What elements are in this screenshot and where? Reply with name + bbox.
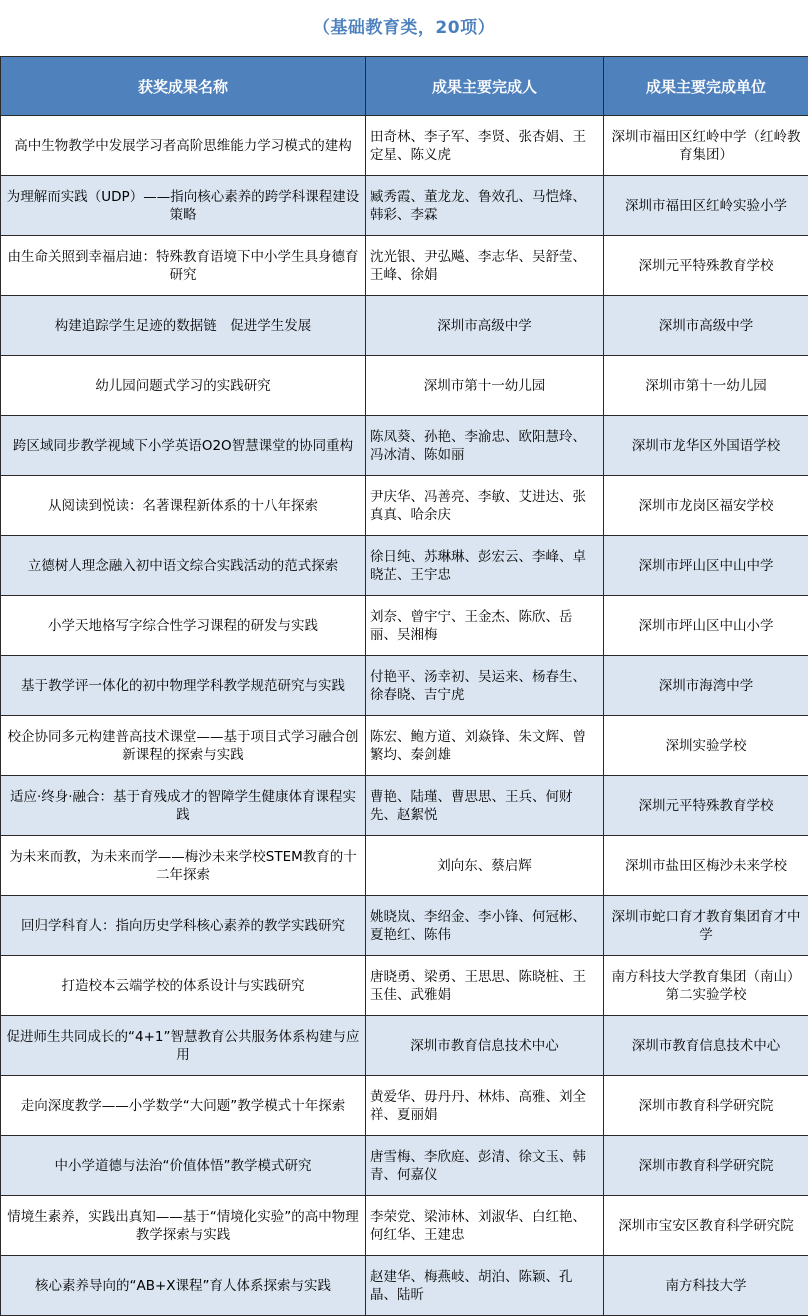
- award-name-cell: 由生命关照到幸福启迪：特殊教育语境下中小学生具身德育研究: [1, 236, 366, 296]
- award-name-cell: 走向深度教学——小学数学“大问题”教学模式十年探索: [1, 1076, 366, 1136]
- table-row: [1, 236, 808, 296]
- award-name-cell: 构建追踪学生足迹的数据链 促进学生发展: [1, 296, 366, 356]
- award-people-cell: 臧秀霞、董龙龙、鲁效孔、马恺烽、韩彩、李霖: [366, 176, 604, 236]
- award-unit-cell: 深圳市坪山区中山中学: [604, 536, 808, 596]
- table-row: [1, 896, 808, 956]
- award-people-cell: 付艳平、汤幸初、吴运来、杨春生、徐春晓、吉宁虎: [366, 656, 604, 716]
- award-unit-cell: 南方科技大学教育集团（南山）第二实验学校: [604, 956, 808, 1016]
- award-people-cell: 黄爱华、毋丹丹、林炜、高雅、刘全祥、夏丽娟: [366, 1076, 604, 1136]
- award-name-cell: 小学天地格写字综合性学习课程的研发与实践: [1, 596, 366, 656]
- table-row: [1, 296, 808, 356]
- award-people-cell: 尹庆华、冯善亮、李敏、艾进达、张真真、哈余庆: [366, 476, 604, 536]
- table-row: [1, 356, 808, 416]
- award-people-cell: 深圳市教育信息技术中心: [366, 1016, 604, 1076]
- award-unit-cell: 深圳市教育科学研究院: [604, 1136, 808, 1196]
- awards-table: [0, 56, 808, 1316]
- table-row: [1, 116, 808, 176]
- table-row: [1, 1136, 808, 1196]
- award-unit-cell: 深圳市龙华区外国语学校: [604, 416, 808, 476]
- award-people-cell: 田奇林、李子军、李贤、张杏娟、王定星、陈义虎: [366, 116, 604, 176]
- award-unit-cell: 深圳市福田区红岭中学（红岭教育集团）: [604, 116, 808, 176]
- award-name-cell: 情境生素养，实践出真知——基于“情境化实验”的高中物理教学探索与实践: [1, 1196, 366, 1256]
- award-unit-cell: 深圳元平特殊教育学校: [604, 776, 808, 836]
- award-name-cell: 立德树人理念融入初中语文综合实践活动的范式探索: [1, 536, 366, 596]
- award-people-cell: 刘向东、蔡启辉: [366, 836, 604, 896]
- award-people-cell: 李荣党、梁沛林、刘淑华、白红艳、何红华、王建忠: [366, 1196, 604, 1256]
- award-unit-cell: 深圳元平特殊教育学校: [604, 236, 808, 296]
- award-unit-cell: 深圳市高级中学: [604, 296, 808, 356]
- award-people-cell: 徐日纯、苏琳琳、彭宏云、李峰、卓晓芷、王宇忠: [366, 536, 604, 596]
- table-row: [1, 1016, 808, 1076]
- award-unit-cell: 深圳市教育科学研究院: [604, 1076, 808, 1136]
- table-subtitle: （基础教育类，20项）: [0, 0, 808, 56]
- table-row: [1, 1256, 808, 1316]
- header-name: 获奖成果名称: [1, 57, 366, 116]
- award-name-cell: 中小学道德与法治“价值体悟”教学模式研究: [1, 1136, 366, 1196]
- award-unit-cell: 深圳市宝安区教育科学研究院: [604, 1196, 808, 1256]
- award-unit-cell: 深圳市盐田区梅沙未来学校: [604, 836, 808, 896]
- award-name-cell: 幼儿园问题式学习的实践研究: [1, 356, 366, 416]
- award-people-cell: 陈宏、鲍方道、刘焱锋、朱文辉、曾繁均、秦剑雄: [366, 716, 604, 776]
- header-people: 成果主要完成人: [366, 57, 604, 116]
- award-name-cell: 校企协同多元构建普高技术课堂——基于项目式学习融合创新课程的探索与实践: [1, 716, 366, 776]
- award-unit-cell: 深圳市第十一幼儿园: [604, 356, 808, 416]
- award-name-cell: 打造校本云端学校的体系设计与实践研究: [1, 956, 366, 1016]
- award-unit-cell: 南方科技大学: [604, 1256, 808, 1316]
- award-name-cell: 跨区域同步教学视域下小学英语O2O智慧课堂的协同重构: [1, 416, 366, 476]
- table-row: [1, 1076, 808, 1136]
- award-unit-cell: 深圳市蛇口育才教育集团育才中学: [604, 896, 808, 956]
- header-row: [1, 57, 808, 116]
- table-row: [1, 176, 808, 236]
- header-unit: 成果主要完成单位: [604, 57, 808, 116]
- award-unit-cell: 深圳实验学校: [604, 716, 808, 776]
- award-people-cell: 深圳市第十一幼儿园: [366, 356, 604, 416]
- award-name-cell: 为未来而教，为未来而学——梅沙未来学校STEM教育的十二年探索: [1, 836, 366, 896]
- award-name-cell: 从阅读到悦读：名著课程新体系的十八年探索: [1, 476, 366, 536]
- table-row: [1, 1196, 808, 1256]
- award-people-cell: 唐雪梅、李欣庭、彭清、徐文玉、韩青、何嘉仪: [366, 1136, 604, 1196]
- award-name-cell: 回归学科育人：指向历史学科核心素养的教学实践研究: [1, 896, 366, 956]
- table-row: [1, 596, 808, 656]
- award-unit-cell: 深圳市坪山区中山小学: [604, 596, 808, 656]
- table-row: [1, 416, 808, 476]
- award-people-cell: 曹艳、陆瑾、曹思思、王兵、何财先、赵絮悦: [366, 776, 604, 836]
- table-row: [1, 776, 808, 836]
- award-people-cell: 沈光银、尹弘飚、李志华、吴舒莹、王峰、徐娟: [366, 236, 604, 296]
- award-name-cell: 为理解而实践（UDP）——指向核心素养的跨学科课程建设策略: [1, 176, 366, 236]
- award-unit-cell: 深圳市福田区红岭实验小学: [604, 176, 808, 236]
- award-unit-cell: 深圳市教育信息技术中心: [604, 1016, 808, 1076]
- award-name-cell: 适应·终身·融合：基于育残成才的智障学生健康体育课程实践: [1, 776, 366, 836]
- award-unit-cell: 深圳市海湾中学: [604, 656, 808, 716]
- table-row: [1, 656, 808, 716]
- award-people-cell: 姚晓岚、李绍金、李小锋、何冠彬、夏艳红、陈伟: [366, 896, 604, 956]
- table-row: [1, 836, 808, 896]
- table-row: [1, 716, 808, 776]
- award-people-cell: 唐晓勇、梁勇、王思思、陈晓桩、王玉佳、武雅娟: [366, 956, 604, 1016]
- award-name-cell: 核心素养导向的“AB+X课程”育人体系探索与实践: [1, 1256, 366, 1316]
- award-people-cell: 深圳市高级中学: [366, 296, 604, 356]
- award-people-cell: 陈凤葵、孙艳、李渝忠、欧阳慧玲、冯冰清、陈如丽: [366, 416, 604, 476]
- table-row: [1, 536, 808, 596]
- award-people-cell: 刘奈、曾宇宁、王金杰、陈欣、岳丽、吴湘梅: [366, 596, 604, 656]
- award-name-cell: 基于教学评一体化的初中物理学科教学规范研究与实践: [1, 656, 366, 716]
- table-row: [1, 956, 808, 1016]
- award-name-cell: 促进师生共同成长的“4+1”智慧教育公共服务体系构建与应用: [1, 1016, 366, 1076]
- award-people-cell: 赵建华、梅燕岐、胡泊、陈颖、孔晶、陆昕: [366, 1256, 604, 1316]
- award-name-cell: 高中生物教学中发展学习者高阶思维能力学习模式的建构: [1, 116, 366, 176]
- table-row: [1, 476, 808, 536]
- award-unit-cell: 深圳市龙岗区福安学校: [604, 476, 808, 536]
